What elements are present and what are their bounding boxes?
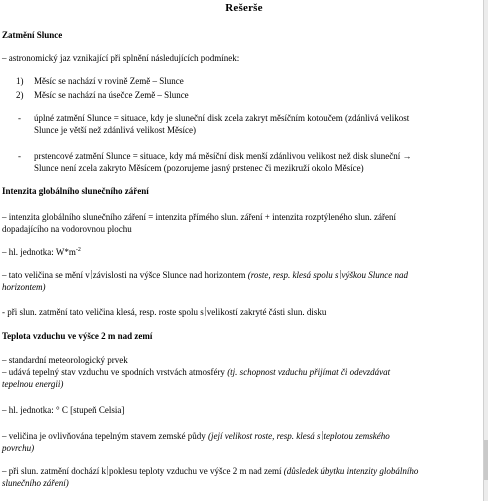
list-item: Měsíc se nachází v rovině Země – Slunce — [34, 76, 184, 86]
paragraph-line — [2, 466, 418, 477]
text-cursor — [322, 431, 323, 440]
text-run-italic: (důsledek úbytku intenzity globálního — [283, 466, 419, 476]
list-item: Měsíc se nachází na úsečce Země – Slunce — [34, 90, 189, 100]
heading-global-radiation: Intenzita globálního slunečního záření — [2, 186, 149, 196]
paragraph-line — [2, 367, 390, 378]
paragraph-line: povrchu) — [2, 443, 35, 453]
paragraph-line — [2, 270, 408, 281]
heading-air-temperature: Teplota vzduchu ve výšce 2 m nad zemí — [2, 331, 153, 341]
scrollbar-thumb[interactable] — [484, 440, 488, 480]
paragraph-line: – intenzita globálního slunečního záření = intenzita přímého slun. záření + intenzita rozptýleného slun. záření — [2, 212, 397, 222]
text-run: – tato veličina se mění v — [2, 270, 90, 280]
paragraph-line: dopadajícího na vodorovnou plochu — [2, 224, 132, 234]
heading-solar-eclipse: Zatmění Slunce — [2, 30, 63, 40]
list-number: 1) — [16, 76, 24, 86]
unit-label: – hl. jednotka: W*m — [2, 247, 76, 257]
bullet-text: úplné zatmění Slunce = situace, kdy je sluneční disk zcela zakryt měsíčním kotoučem (zdánlivá velikost — [34, 113, 410, 123]
text-run: velikostí zakryté části slun. disku — [206, 307, 327, 317]
bullet-mark: - — [18, 151, 21, 161]
text-cursor — [107, 466, 108, 475]
text-run-italic: teplotou zemského — [323, 431, 390, 441]
list-number: 2) — [16, 90, 24, 100]
unit-line — [2, 247, 81, 258]
text-run-italic: (tj. schopnost vzduchu přijímat či odevzdávat — [227, 367, 391, 377]
text-run: - při slun. zatmění tato veličina klesá, resp. roste spolu s — [2, 307, 204, 317]
bullet-text: Slunce je větší než zdánlivá velikost Měsíce) — [34, 125, 196, 135]
text-cursor — [205, 307, 206, 316]
bullet-text: prstencové zatmění Slunce = situace, kdy má měsíční disk menší zdánlivou velikost než disk sluneční → — [34, 151, 412, 161]
unit-exponent: -2 — [75, 247, 81, 253]
text-cursor — [91, 270, 92, 279]
bullet-text: Slunce není zcela zakryto Měsícem (pozorujeme jasný prstenec či mezikruží okolo Měsíce) — [34, 163, 364, 173]
paragraph-line — [2, 431, 390, 442]
paragraph-line: horizontem) — [2, 282, 46, 292]
text-run: – udává tepelný stav vzduchu ve spodních vrstvách atmosféry — [2, 367, 228, 377]
paragraph-line — [2, 307, 326, 318]
paragraph-line: – standardní meteorologický prvek — [2, 355, 128, 365]
text-run-italic: (roste, resp. klesá spolu s — [247, 270, 339, 280]
text-run: závislosti na výšce Slunce nad horizontem — [92, 270, 248, 280]
eclipse-intro: – astronomický jaz vznikající při splnění následujících podmínek: — [2, 53, 240, 63]
text-run: – při slun. zatmění dochází k — [2, 466, 106, 476]
text-run: – veličina je ovlivňována tepelným stavem zemské půdy — [2, 431, 208, 441]
paragraph-line: tepelnou energii) — [2, 379, 64, 389]
bullet-mark: - — [18, 113, 21, 123]
paragraph-line: slunečního záření) — [2, 478, 69, 488]
document-title: Rešerše — [225, 2, 263, 14]
text-run: poklesu teploty vzduchu ve výšce 2 m nad zemí — [108, 466, 284, 476]
vertical-scrollbar[interactable] — [483, 0, 488, 501]
unit-line: – hl. jednotka: ° C [stupeň Celsia] — [2, 405, 125, 415]
text-run-italic: výškou Slunce nad — [341, 270, 409, 280]
text-run-italic: (její velikost roste, resp. klesá s — [207, 431, 321, 441]
text-cursor — [340, 270, 341, 279]
